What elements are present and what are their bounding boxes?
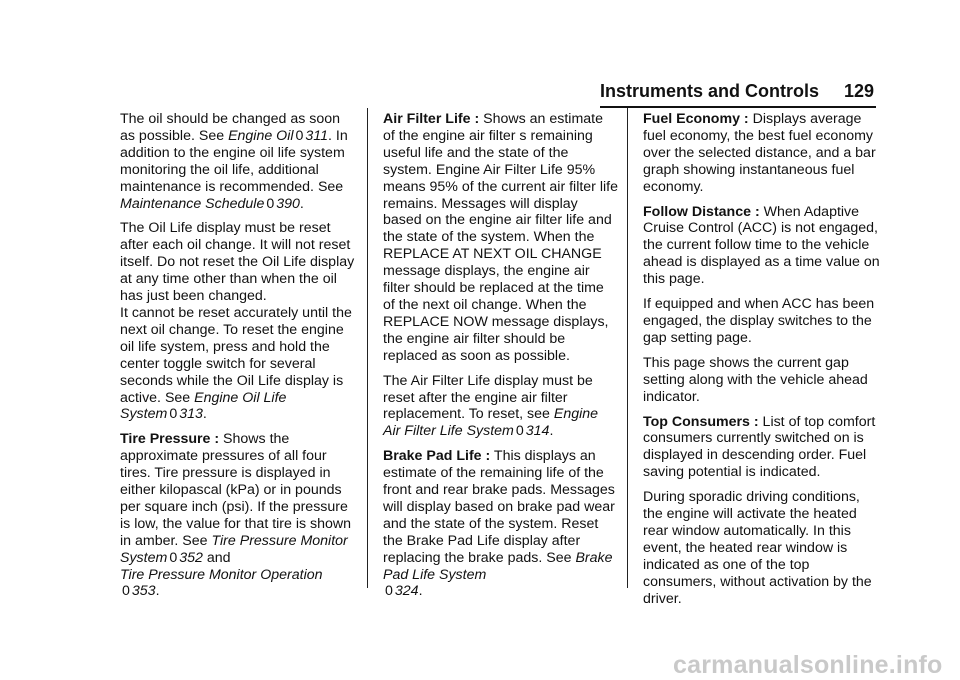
body-text: Shows an estimate of the engine air filter s remaining useful life and the state of the system. Engine Air Filter Life 95% means 95% of the current air filter life remains. Messages will display based on the engine air filter life and the state of the system. When the REPLACE AT NEXT OIL CHANGE message displays, the engine air filter should be replaced at the time of the next oil change. When the REPLACE NOW message displays, the engine air filter should be replaced as soon as possible. [383,111,618,364]
page-ref-arrow-icon: 0 [385,583,393,600]
paragraph-acc-engaged: If equipped and when ACC has been engaged, the display switches to the gap setting page. [643,296,875,346]
page-ref-arrow-icon: 0 [295,127,304,144]
paragraph-brake-pad: Brake Pad Life : This displays an estimate of the remaining life of the front and rear brake pads. Messages will display based on brake pad wear and the state of the system. Reset the Brake Pad Life display after replacing the brake pads. See Brake Pad Life System 0 324. [383,448,615,600]
header-rule [600,106,876,108]
column-divider [367,108,368,588]
body-text: The Oil Life display must be reset after each oil change. It will not reset itself. Do not reset the Oil Life display at any time other than when the oil has just been changed. [120,220,355,305]
column-divider [627,108,628,588]
page-ref-arrow-icon: 0 [515,423,524,440]
body-text: The Air Filter Life display must be reset after the engine air filter replacement. To reset, see [383,372,593,423]
body-text: . In addition to the engine oil life system monitoring the oil life, additional maintenance is recommended. See [120,127,348,195]
term-heading: Air Filter Life : [383,111,480,127]
watermark: carmanualsonline.info [673,651,943,679]
paragraph-air-filter-reset: The Air Filter Life display must be reset after the engine air filter replacement. To reset, see Engine Air Filter Life System 0 314. [383,372,599,440]
paragraph-fuel-economy [643,111,883,196]
paragraph-oil-reset: The Oil Life display must be reset after each oil change. It will not reset itself. Do not reset the Oil Life display at any time other than when the oil has just been changed. It cannot be reset accurately until the next oil change. To reset the engine oil life system, press and hold the center toggle switch for several seconds while the Oil Life display is active. See Engine Oil Life System 0 313. [120,220,355,423]
term-heading: Tire Pressure : [120,431,220,448]
body-text: Shows the approximate pressures of all four tires. Tire pressure is displayed in either kilopascal (kPa) or in pounds per square inch (psi). If the pressure is low, the value for that tire is shown in amber. See [120,431,352,549]
body-text: Displays average fuel economy, the best fuel economy over the selected distance, and a bar graph showing instantaneous fuel economy. [643,111,876,195]
body-text: The oil should be changed as soon as possible. See [120,111,341,144]
xref-link[interactable]: Engine Oil 0 311 [228,127,329,144]
body-text: When Adaptive Cruise Control (ACC) is not engaged, the current follow time to the vehicle ahead is displayed as a time value on this page. [643,203,880,288]
paragraph-follow-distance [643,204,883,289]
column-3 [643,111,883,615]
column-1 [120,111,356,608]
page-ref-arrow-icon: 0 [169,406,178,423]
term-heading: Top Consumers : [643,413,759,430]
term-heading: Follow Distance : [643,203,760,220]
xref-link[interactable]: Engine Air Filter Life System 0 314 [383,406,599,440]
term-heading: Brake Pad Life : [383,448,491,465]
term-heading: Fuel Economy : [643,111,749,127]
body-text: It cannot be reset accurately until the next oil change. To reset the engine oil life system, press and hold the center toggle switch for several seconds while the Oil Life display is active. See [120,304,352,406]
section-title: Instruments and Controls [600,81,820,101]
body-text: This displays an estimate of the remaining life of the front and rear brake pads. Messages will display based on brake pad wear and the state of the system. Reset the Brake Pad Life display after replacing the brake pads. See [383,448,615,566]
xref-link[interactable]: Tire Pressure Monitor Operation 0 353 [120,566,323,600]
page-number: 129 [843,81,874,101]
paragraph-top-consumers [643,414,883,482]
page-ref-arrow-icon: 0 [169,549,178,566]
page-header [600,81,876,107]
xref-link[interactable]: Maintenance Schedule 0 390 [120,195,300,212]
xref-link[interactable]: Tire Pressure Monitor System 0 352 [120,532,348,566]
paragraph-air-filter [383,111,618,365]
page-ref-arrow-icon: 0 [122,583,130,600]
page-ref-arrow-icon: 0 [266,195,275,212]
xref-link[interactable]: Engine Oil Life System 0 313 [120,389,287,423]
paragraph-gap-setting: This page shows the current gap setting along with the vehicle ahead indicator. [643,354,868,405]
paragraph-oil-change: The oil should be changed as soon as possible. See Engine Oil 0 311. In addition to the engine oil life system monitoring the oil life, additional maintenance is recommended. See Maintenance Schedule 0 390. [120,111,348,212]
body-text: List of top comfort consumers currently switched on is displayed in descending order. Fuel saving potential is indicated. [643,413,876,481]
paragraph-tire-pressure: Tire Pressure : Shows the approximate pressures of all four tires. Tire pressure is displayed in either kilopascal (kPa) or in pounds per square inch (psi). If the pressure is low, the value for that tire is shown in amber. See Tire Pressure Monitor System 0 352 and Tire Pressure Monitor Operation 0 353. [120,431,352,600]
xref-link[interactable]: Brake Pad Life System 0 324 [383,549,613,600]
paragraph-sporadic-driving: During sporadic driving conditions, the engine will activate the heated rear window automatically. In this event, the heated rear window is indicated as one of the top consumers, without activation by the driver. [643,489,872,607]
column-2 [383,111,618,608]
